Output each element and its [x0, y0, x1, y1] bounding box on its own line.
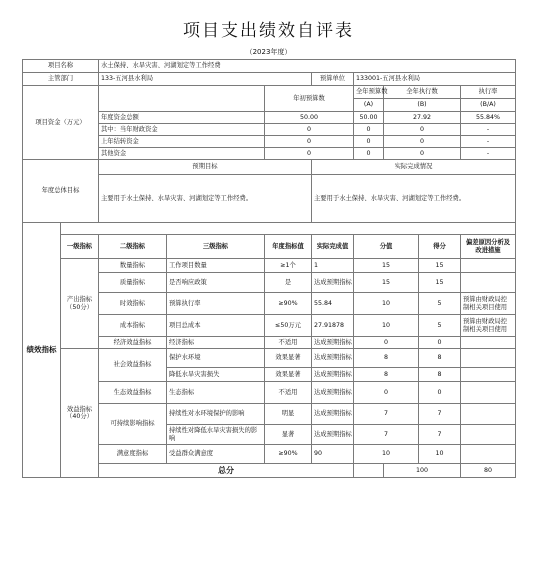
indicator-actual: 达成预期指标	[312, 349, 354, 368]
sub-economic: 经济效益指标	[99, 337, 167, 349]
goal-expected-header: 预期目标	[99, 160, 312, 175]
funds-row-exec: 0	[384, 136, 461, 148]
indicator-actual: 1	[312, 259, 354, 273]
total-score: 100	[384, 464, 461, 478]
funds-row-init: 0	[265, 124, 354, 136]
indicator-score: 8	[354, 349, 419, 368]
funds-row-full: 0	[354, 124, 384, 136]
indicator-score: 15	[354, 273, 419, 293]
indicator-name: 工作项目数量	[167, 259, 265, 273]
perf-h3: 三级指标	[167, 235, 265, 259]
indicator-score: 0	[354, 337, 419, 349]
funds-row-label: 其他资金	[99, 148, 265, 160]
funds-rate-header: 执行率	[461, 86, 516, 99]
funds-row-exec: 0	[384, 148, 461, 160]
indicator-target: ≥90%	[265, 445, 312, 464]
indicator-remark	[461, 337, 516, 349]
indicator-name: 预算执行率	[167, 293, 265, 315]
indicator-target: ≥90%	[265, 293, 312, 315]
funds-row-exec: 0	[384, 124, 461, 136]
funds-full-header: 全年预算数	[354, 86, 384, 99]
indicator-name: 生态指标	[167, 382, 265, 404]
indicator-target: 效果显著	[265, 368, 312, 382]
indicator-actual: 达成预期指标	[312, 337, 354, 349]
form-year: （2023年度）	[245, 48, 292, 56]
sub-quantity: 数量指标	[99, 259, 167, 273]
indicator-got: 5	[419, 293, 461, 315]
goal-expected: 主要用于水土保持、水旱灾害、河湖划定等工作经费。	[99, 175, 312, 223]
indicator-remark	[461, 368, 516, 382]
indicator-got: 10	[419, 445, 461, 464]
sub-timeliness: 时效指标	[99, 293, 167, 315]
indicator-remark: 预算由财政局控制相关项目使用	[461, 315, 516, 337]
funds-row-full: 50.00	[354, 112, 384, 124]
category-output: 产出指标（50分）	[61, 259, 99, 349]
sub-quality: 质量指标	[99, 273, 167, 293]
indicator-score: 7	[354, 404, 419, 425]
indicator-name: 保护水环境	[167, 349, 265, 368]
indicator-name: 是否响应政策	[167, 273, 265, 293]
indicator-score: 7	[354, 425, 419, 445]
indicator-got: 7	[419, 404, 461, 425]
funds-ba: (B/A)	[461, 99, 516, 112]
funds-row-full: 0	[354, 148, 384, 160]
indicator-name: 项目总成本	[167, 315, 265, 337]
funds-row-init: 50.00	[265, 112, 354, 124]
impl-unit-value: 133001-五河县水利局	[354, 73, 516, 86]
indicator-target: ≤50万元	[265, 315, 312, 337]
indicator-target: 不适用	[265, 337, 312, 349]
indicator-got: 15	[419, 273, 461, 293]
indicator-score: 10	[354, 293, 419, 315]
indicator-target: 明显	[265, 404, 312, 425]
funds-row-rate: 55.84%	[461, 112, 516, 124]
funds-row-rate: -	[461, 124, 516, 136]
indicator-remark	[461, 445, 516, 464]
indicator-target: 是	[265, 273, 312, 293]
form-title: 项目支出绩效自评表	[183, 21, 354, 41]
indicator-row	[23, 349, 516, 368]
indicator-target: 显著	[265, 425, 312, 445]
indicator-name: 受益群众满意度	[167, 445, 265, 464]
indicator-remark	[461, 259, 516, 273]
impl-unit-label: 预算单位	[312, 73, 354, 86]
self-evaluation-form	[22, 16, 515, 478]
indicator-actual: 达成预期指标	[312, 368, 354, 382]
perf-h2: 二级指标	[99, 235, 167, 259]
project-name: 水土保持、水旱灾害、河湖划定等工作经费	[99, 60, 516, 73]
funds-row-rate: -	[461, 136, 516, 148]
indicator-name: 持续性对降低水旱灾害损失的影响	[167, 425, 265, 445]
perf-h4: 年度指标值	[265, 235, 312, 259]
indicator-got: 8	[419, 349, 461, 368]
indicator-actual: 27.91878	[312, 315, 354, 337]
goal-label: 年度总体目标	[23, 160, 99, 223]
indicator-actual: 达成预期指标	[312, 425, 354, 445]
indicator-name: 降低水旱灾害损失	[167, 368, 265, 382]
category-benefit: 效益指标（40分）	[61, 349, 99, 478]
funds-row-exec: 27.92	[384, 112, 461, 124]
funds-row-label: 上年结转资金	[99, 136, 265, 148]
indicator-remark: 预算由财政局控制相关项目使用	[461, 293, 516, 315]
sub-cost: 成本指标	[99, 315, 167, 337]
indicator-remark	[461, 425, 516, 445]
indicator-remark	[461, 404, 516, 425]
perf-h1: 一级指标	[61, 235, 99, 259]
indicator-got: 0	[419, 382, 461, 404]
funds-row-rate: -	[461, 148, 516, 160]
indicator-row	[23, 259, 516, 273]
funds-a: (A)	[354, 99, 384, 112]
sub-sustainable: 可持续影响指标	[99, 404, 167, 445]
indicator-name: 经济指标	[167, 337, 265, 349]
indicator-remark	[461, 382, 516, 404]
evaluation-table	[22, 59, 516, 478]
indicator-remark	[461, 273, 516, 293]
perf-label: 绩效指标	[23, 223, 61, 478]
funds-row-init: 0	[265, 136, 354, 148]
indicator-actual: 55.84	[312, 293, 354, 315]
project-name-label: 项目名称	[23, 60, 99, 73]
perf-h5: 实际完成值	[312, 235, 354, 259]
funds-b: (B)	[384, 99, 461, 112]
indicator-target: 不适用	[265, 382, 312, 404]
indicator-actual: 90	[312, 445, 354, 464]
indicator-score: 10	[354, 445, 419, 464]
dept-value: 133-五河县水利局	[99, 73, 312, 86]
indicator-remark	[461, 349, 516, 368]
sub-social: 社会效益指标	[99, 349, 167, 382]
funds-row-init: 0	[265, 148, 354, 160]
indicator-got: 5	[419, 315, 461, 337]
indicator-actual: 达成预期指标	[312, 404, 354, 425]
funds-row-label: 其中：当年财政资金	[99, 124, 265, 136]
total-got: 80	[461, 464, 516, 478]
total-label: 总分	[99, 464, 354, 478]
indicator-score: 0	[354, 382, 419, 404]
dept-label: 主管部门	[23, 73, 99, 86]
indicator-got: 7	[419, 425, 461, 445]
indicator-got: 8	[419, 368, 461, 382]
goal-actual: 主要用于水土保持、水旱灾害、河湖划定等工作经费。	[312, 175, 516, 223]
funds-exec-header: 全年执行数	[384, 86, 461, 99]
perf-h6: 分值	[354, 235, 419, 259]
indicator-got: 0	[419, 337, 461, 349]
indicator-score: 8	[354, 368, 419, 382]
indicator-name: 持续性对水环境保护的影响	[167, 404, 265, 425]
goal-actual-header: 实际完成情况	[312, 160, 516, 175]
perf-h8: 偏差原因分析及改进措施	[461, 235, 516, 259]
funds-init-header: 年初预算数	[265, 86, 354, 112]
funds-label: 项目资金（万元）	[23, 86, 99, 160]
indicator-got: 15	[419, 259, 461, 273]
indicator-score: 10	[354, 315, 419, 337]
sub-satisfaction: 满意度指标	[99, 445, 167, 464]
indicator-target: 效果显著	[265, 349, 312, 368]
indicator-actual: 达成预期指标	[312, 273, 354, 293]
indicator-actual: 达成预期指标	[312, 382, 354, 404]
indicator-target: ≥1个	[265, 259, 312, 273]
funds-row-full: 0	[354, 136, 384, 148]
sub-ecological: 生态效益指标	[99, 382, 167, 404]
funds-row-label: 年度资金总额	[99, 112, 265, 124]
perf-h7: 得分	[419, 235, 461, 259]
indicator-score: 15	[354, 259, 419, 273]
